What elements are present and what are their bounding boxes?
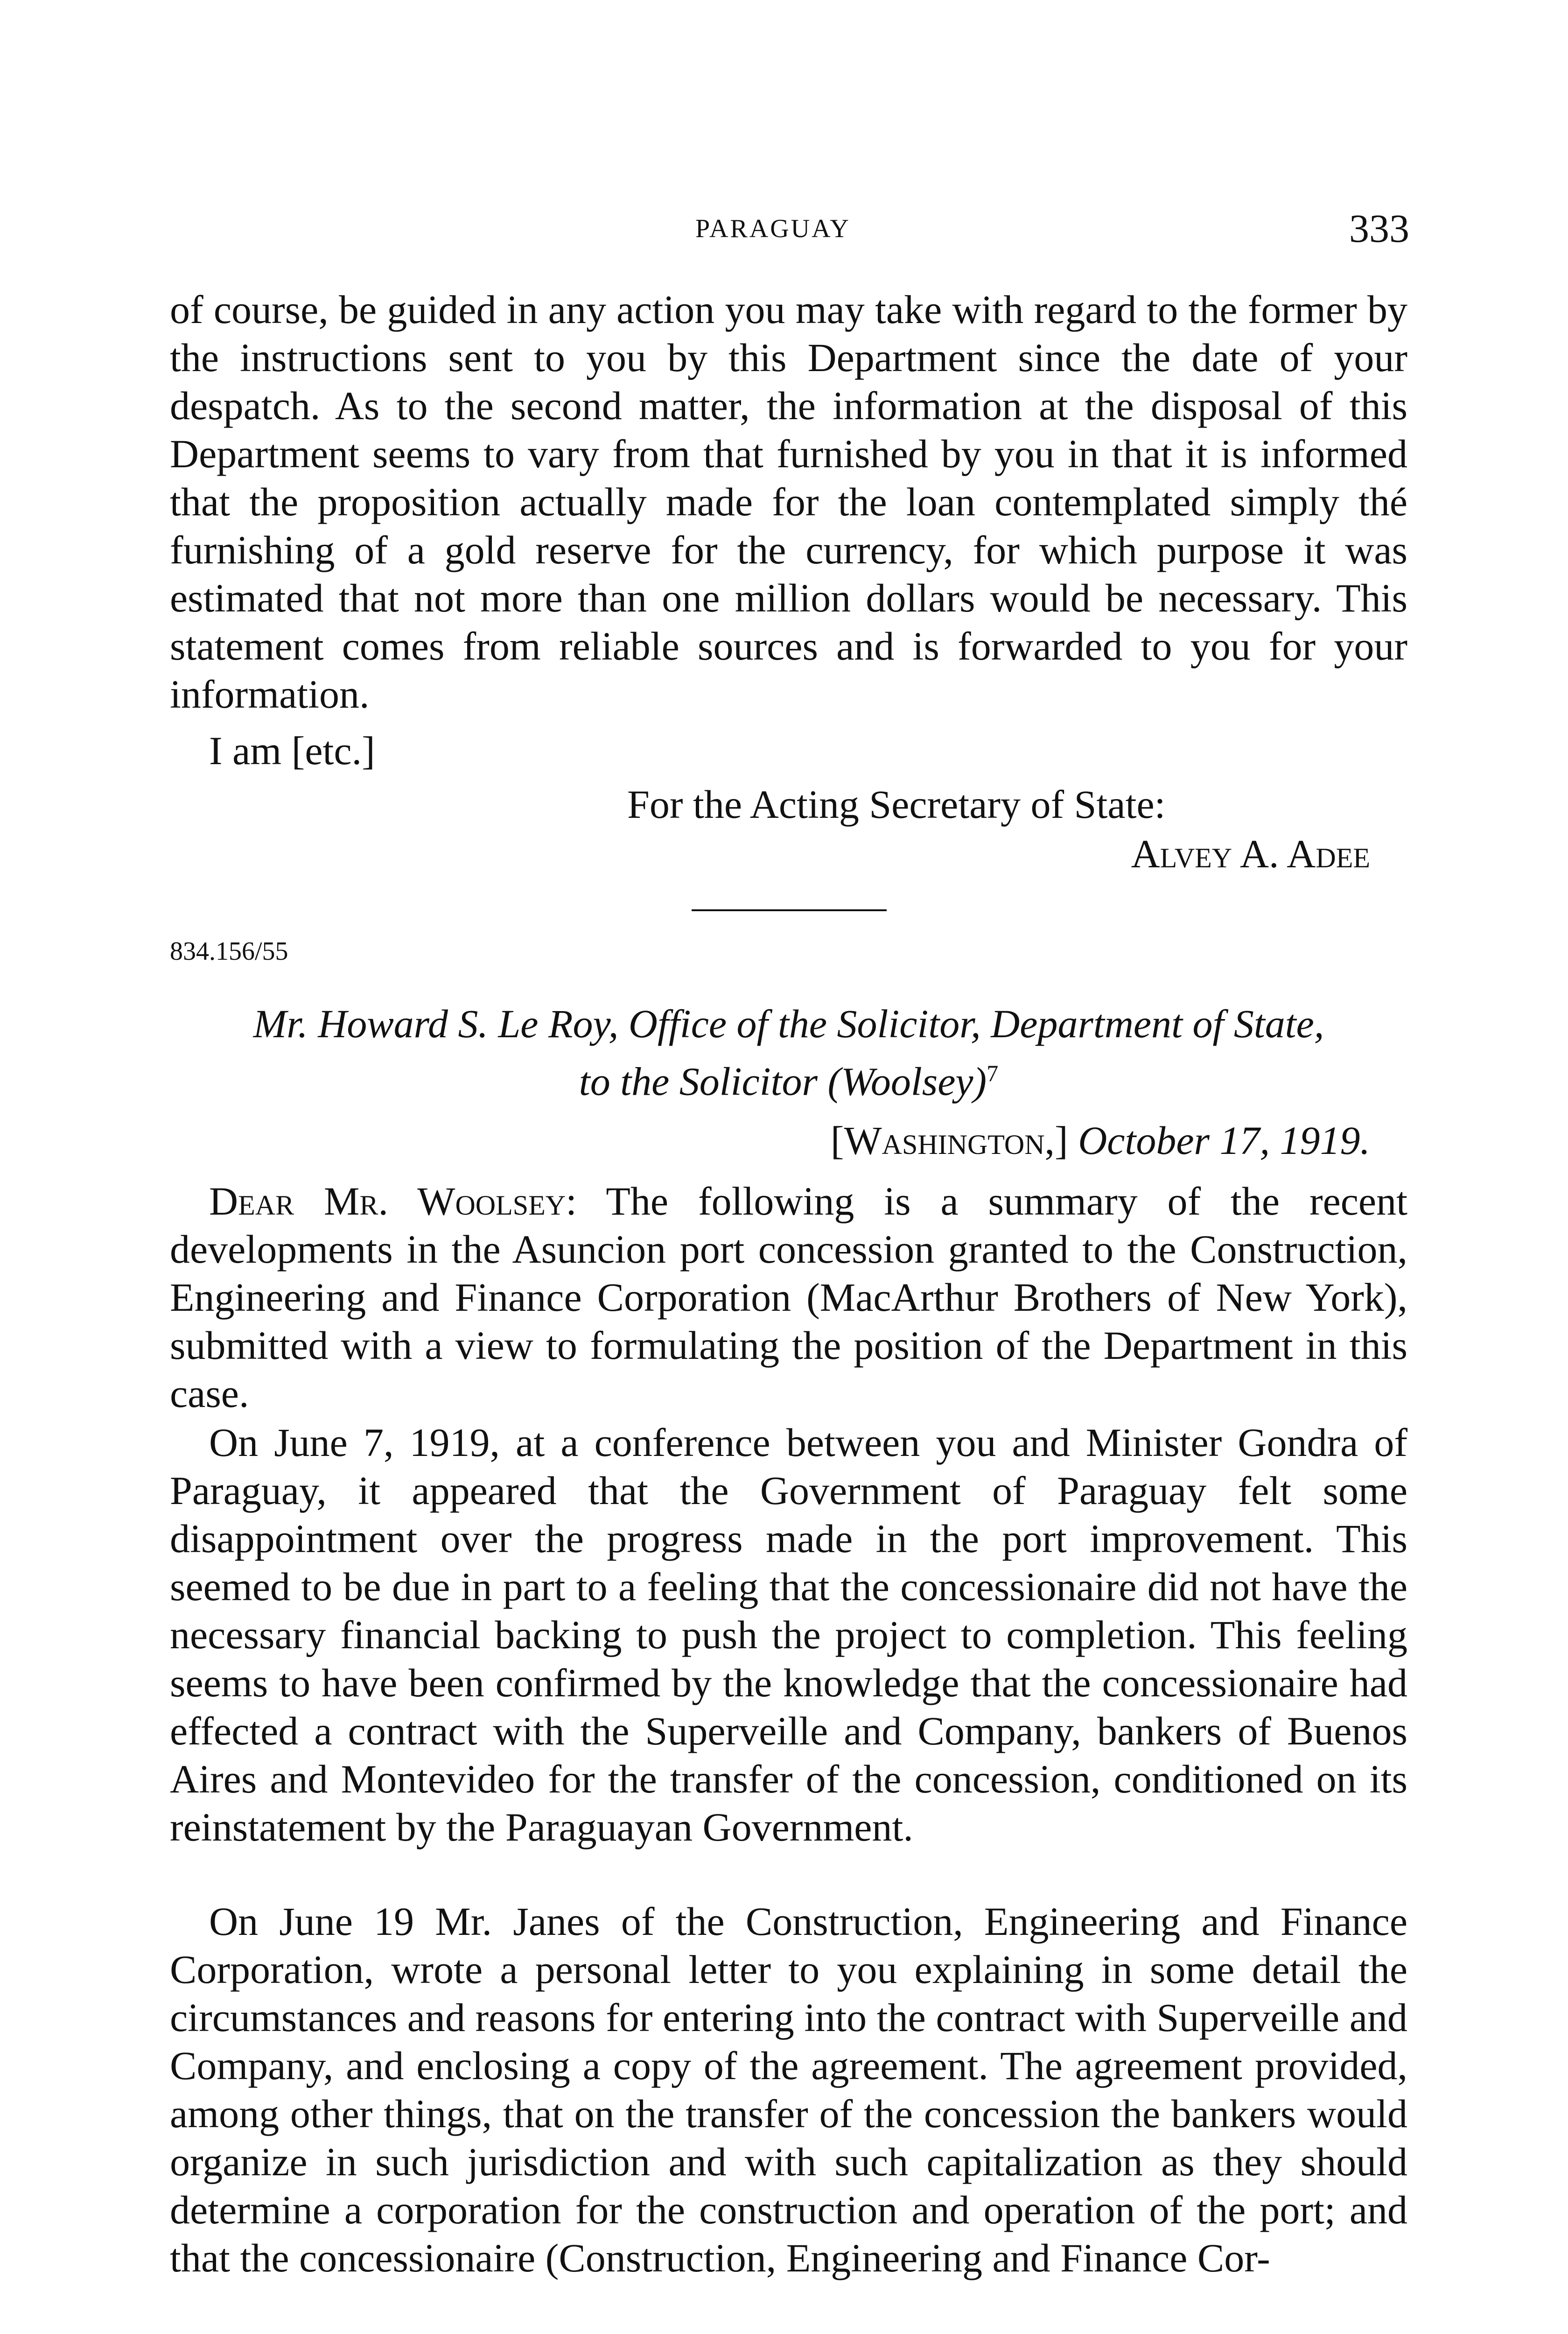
memo-paragraph-1-text: The following is a summary of the recent developments in the Asuncion port concession granted to the Construction, Engineering and Finance Corporation (MacArthur Brothers of New York), submitted with a view to formulating the position of the Department in this case. <box>170 1179 1407 1416</box>
dateline <box>830 1118 1370 1163</box>
letter-closing: I am [etc.] <box>209 728 375 773</box>
section-divider <box>692 909 887 911</box>
document-heading <box>170 999 1407 1106</box>
running-header-title: PARAGUAY <box>695 214 851 243</box>
heading-line-2 <box>170 1048 1407 1106</box>
salutation: Dear Mr. Woolsey: <box>209 1179 577 1223</box>
memo-paragraph-1 <box>170 1177 1407 1418</box>
file-number: 834.156/55 <box>170 937 288 966</box>
page-number: 333 <box>1349 206 1409 251</box>
dateline-place: [Washington,] <box>830 1118 1068 1163</box>
heading-line-2-text: to the Solicitor (Woolsey) <box>579 1059 987 1104</box>
signature-line: For the Acting Secretary of State: <box>627 782 1166 827</box>
letter-continuation-paragraph: of course, be guided in any action you may take with regard to the former by the instructions sent to you by this Department since the date of your despatch. As to the second matter, the information at the disposal of this Department seems to vary from that furnished by you in that it is informed that the proposition actually made for the loan contemplated simply thé furnishing of a gold reserve for the currency, for which purpose it was estimated that not more than one million dollars would be necessary. This statement comes from reliable sources and is forwarded to you for your information. <box>170 287 1407 717</box>
heading-line-1: Mr. Howard S. Le Roy, Office of the Solicitor, Department of State, <box>253 1001 1324 1046</box>
memo-paragraph-2: On June 7, 1919, at a conference between you and Minister Gondra of Paraguay, it appeared that the Government of Paraguay felt some disappointment over the progress made in the port improvement. This seemed to be due in part to a feeling that the concessionaire did not have the necessary financial backing to push the project to completion. This feeling seems to have been confirmed by the knowledge that the concessionaire had effected a contract with the Superveille and Company, bankers of Buenos Aires and Montevideo for the transfer of the concession, conditioned on its reinstatement by the Paraguayan Government. <box>170 1420 1407 1849</box>
signatory-name: Alvey A. Adee <box>1131 831 1370 876</box>
memo-paragraph-3: On June 19 Mr. Janes of the Construction, Engineering and Finance Corporation, wrote a personal letter to you explaining in some detail the circumstances and reasons for entering into the contract with Superveille and Company, and enclosing a copy of the agreement. The agreement provided, among other things, that on the transfer of the concession the bankers would organize in such jurisdiction and with such capitalization as they should determine a corporation for the construction and operation of the port; and that the concessionaire (Construction, Engineering and Finance Cor- <box>170 1899 1407 2280</box>
footnote-reference: 7 <box>987 1060 999 1086</box>
dateline-date: October 17, 1919. <box>1078 1118 1370 1163</box>
